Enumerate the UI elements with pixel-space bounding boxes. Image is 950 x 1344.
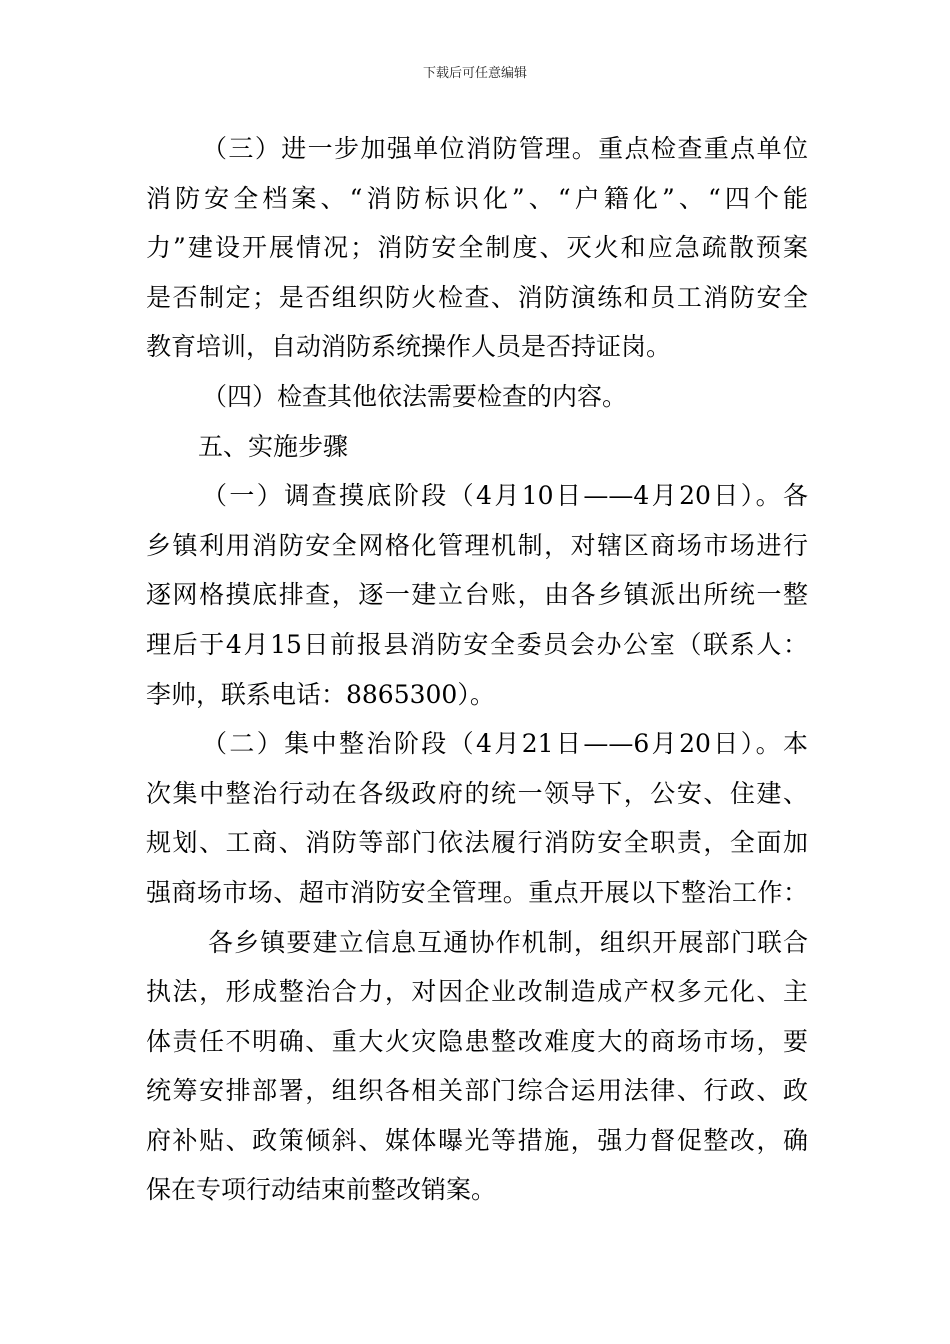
text-line: 教育培训，自动消防系统操作人员是否持证岗。	[146, 332, 672, 362]
text-line: 力”建设开展情况；消防安全制度、灭火和应急疏散预案	[146, 233, 808, 263]
text-line: （一）调查摸底阶段（4月10日——4月20日）。各	[202, 481, 808, 511]
text-line: 是否制定；是否组织防火检查、消防演练和员工消防安全	[146, 282, 808, 312]
text-line: 理后于4月15日前报县消防安全委员会办公室（联系人：	[146, 629, 808, 659]
text-line: 体责任不明确、重大火灾隐患整改难度大的商场市场，要	[146, 1026, 808, 1056]
text-line: 府补贴、政策倾斜、媒体曝光等措施，强力督促整改，确	[146, 1125, 808, 1155]
text-line: 强商场市场、超市消防安全管理。重点开展以下整治工作：	[146, 877, 808, 907]
text-line: 各乡镇要建立信息互通协作机制，组织开展部门联合	[208, 927, 808, 957]
text-line: 消防安全档案、“消防标识化”、“户籍化”、“四个能	[146, 183, 808, 213]
text-line: （三）进一步加强单位消防管理。重点检查重点单位	[202, 134, 808, 163]
document-body	[146, 124, 808, 1215]
page-header: 下载后可任意编辑	[422, 66, 527, 81]
text-line: 次集中整治行动在各级政府的统一领导下，公安、住建、	[146, 778, 808, 808]
text-line: 李帅，联系电话：8865300）。	[146, 679, 495, 709]
text-line: 规划、工商、消防等部门依法履行消防安全职责，全面加	[146, 828, 808, 858]
text-line: 保在专项行动结束前整改销案。	[146, 1175, 497, 1205]
text-line: 执法，形成整治合力，对因企业改制造成产权多元化、主	[146, 977, 808, 1007]
text-line: 统筹安排部署，组织各相关部门综合运用法律、行政、政	[146, 1076, 808, 1106]
text-line: 逐网格摸底排查，逐一建立台账，由各乡镇派出所统一整	[146, 580, 808, 610]
text-line: （二）集中整治阶段（4月21日——6月20日）。本	[202, 729, 808, 759]
section-heading: 五、实施步骤	[198, 431, 349, 461]
text-line: 乡镇利用消防安全网格化管理机制，对辖区商场市场进行	[146, 530, 808, 560]
text-line: （四）检查其他依法需要检查的内容。	[202, 381, 628, 411]
